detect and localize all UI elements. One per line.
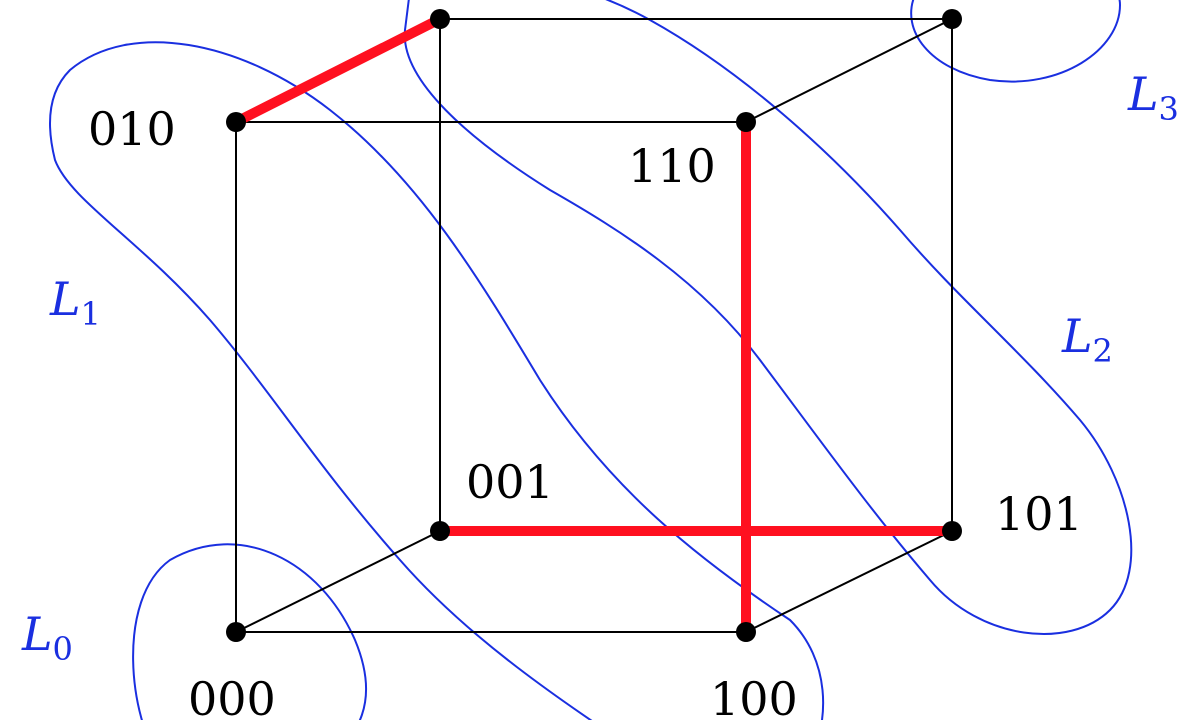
edge-000-001 xyxy=(236,531,440,632)
vertex-111 xyxy=(942,9,962,29)
level-labels xyxy=(21,67,1179,668)
level-label-L2: $L_2$ xyxy=(1062,309,1113,370)
cube-edges xyxy=(236,19,952,632)
vertex-label-110: 110 xyxy=(628,139,716,193)
vertex-001 xyxy=(430,521,450,541)
vertex-000 xyxy=(226,622,246,642)
edge-110-111 xyxy=(746,19,952,122)
vertex-100 xyxy=(736,622,756,642)
vertex-label-100: 100 xyxy=(710,672,798,720)
level-contour-L3 xyxy=(911,0,1120,82)
vertex-110 xyxy=(736,112,756,132)
level-label-L0: $L_0$ xyxy=(22,607,73,668)
edge-100-101 xyxy=(746,531,952,632)
highlighted-edges xyxy=(236,19,952,632)
level-label-L1: $L_1$ xyxy=(50,272,101,333)
vertex-label-010: 010 xyxy=(88,102,176,156)
level-label-L3: $L_3$ xyxy=(1128,67,1179,128)
level-contours xyxy=(50,0,1131,720)
cube-vertices xyxy=(226,9,962,642)
vertex-101 xyxy=(942,521,962,541)
vertex-label-101: 101 xyxy=(995,487,1083,541)
vertex-label-001: 001 xyxy=(466,455,554,509)
vertex-010 xyxy=(226,112,246,132)
vertex-label-000: 000 xyxy=(188,672,276,720)
vertex-011 xyxy=(430,9,450,29)
